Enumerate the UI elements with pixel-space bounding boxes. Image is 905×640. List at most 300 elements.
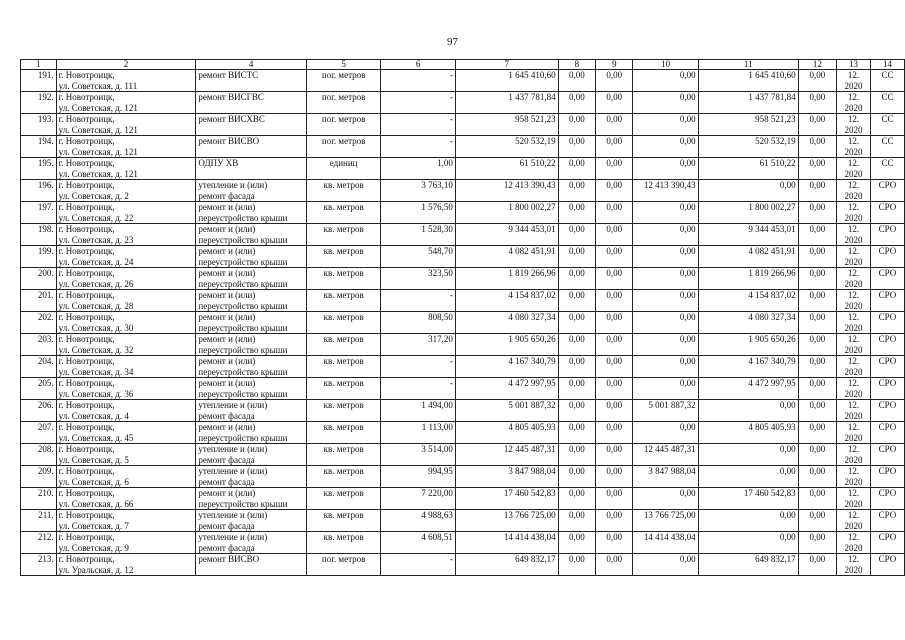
amount-cell-8: 0,00 xyxy=(558,158,595,180)
date-month: 12. xyxy=(847,202,860,212)
header-cell: 6 xyxy=(381,60,455,70)
address-line-2: ул. Советская, д. 28 xyxy=(58,300,134,311)
work-type-line-1: ремонт ВИСВО xyxy=(198,136,260,146)
row-number: 202. xyxy=(21,312,57,334)
date-month: 12. xyxy=(847,136,860,146)
amount-cell-10: 0,00 xyxy=(633,92,698,114)
work-type-line-1: утепление и (или) xyxy=(198,532,268,542)
address-line-1: г. Новотроицк, xyxy=(58,158,115,168)
address-line-1: г. Новотроицк, xyxy=(58,422,115,432)
address-line-2: ул. Советская, д. 121 xyxy=(58,124,138,135)
date-cell xyxy=(836,510,870,532)
work-type-line-1: ремонт ВИСТС xyxy=(198,70,259,80)
table-row xyxy=(21,532,905,554)
work-type-line-1: ремонт и (или) xyxy=(198,290,256,300)
table-row xyxy=(21,488,905,510)
source-cell: СРО xyxy=(870,444,904,466)
amount-cell-9: 0,00 xyxy=(596,444,633,466)
date-cell xyxy=(836,444,870,466)
date-cell xyxy=(836,532,870,554)
amount-cell-12: 0,00 xyxy=(798,334,836,356)
date-month: 12. xyxy=(847,312,860,322)
date-month: 12. xyxy=(847,334,860,344)
unit-cell: кв. метров xyxy=(306,422,381,444)
address-line-1: г. Новотроицк, xyxy=(58,444,115,454)
date-cell xyxy=(836,312,870,334)
source-cell: СС xyxy=(870,114,904,136)
amount-cell-8: 0,00 xyxy=(558,378,595,400)
date-month: 12. xyxy=(847,114,860,124)
amount-cell-8: 0,00 xyxy=(558,246,595,268)
work-type-cell xyxy=(196,180,306,202)
unit-cell: пог. метров xyxy=(306,92,381,114)
date-year: 2020 xyxy=(844,454,863,465)
amount-cell-10: 0,00 xyxy=(633,224,698,246)
amount-cell-9: 0,00 xyxy=(596,356,633,378)
amount-cell-11: 1 645 410,60 xyxy=(698,70,798,92)
source-cell: СРО xyxy=(870,268,904,290)
quantity-cell: 548,70 xyxy=(381,246,455,268)
work-type-line-1: ремонт и (или) xyxy=(198,202,256,212)
address-line-2: ул. Советская, д. 7 xyxy=(58,520,129,531)
work-type-cell xyxy=(196,532,306,554)
table-row xyxy=(21,114,905,136)
amount-cell-11: 9 344 453,01 xyxy=(698,224,798,246)
work-type-cell xyxy=(196,466,306,488)
work-type-cell xyxy=(196,400,306,422)
amount-cell-8: 0,00 xyxy=(558,422,595,444)
amount-cell-12: 0,00 xyxy=(798,268,836,290)
source-cell: СРО xyxy=(870,422,904,444)
address-line-2: ул. Советская, д. 4 xyxy=(58,410,129,421)
total-cost-cell: 958 521,23 xyxy=(455,114,558,136)
amount-cell-12: 0,00 xyxy=(798,356,836,378)
work-type-line-1: ремонт ВИСХВС xyxy=(198,114,265,124)
table-row xyxy=(21,224,905,246)
address-cell xyxy=(56,70,196,92)
date-month: 12. xyxy=(847,246,860,256)
amount-cell-9: 0,00 xyxy=(596,488,633,510)
source-cell: СРО xyxy=(870,180,904,202)
row-number: 193. xyxy=(21,114,57,136)
total-cost-cell: 13 766 725,00 xyxy=(455,510,558,532)
date-cell xyxy=(836,158,870,180)
amount-cell-12: 0,00 xyxy=(798,92,836,114)
date-year: 2020 xyxy=(844,102,863,113)
amount-cell-12: 0,00 xyxy=(798,378,836,400)
table-row xyxy=(21,268,905,290)
amount-cell-9: 0,00 xyxy=(596,400,633,422)
amount-cell-9: 0,00 xyxy=(596,224,633,246)
address-line-2: ул. Советская, д. 9 xyxy=(58,542,129,553)
table-row xyxy=(21,92,905,114)
amount-cell-9: 0,00 xyxy=(596,70,633,92)
address-cell xyxy=(56,488,196,510)
amount-cell-10: 0,00 xyxy=(633,334,698,356)
amount-cell-10: 0,00 xyxy=(633,114,698,136)
amount-cell-12: 0,00 xyxy=(798,510,836,532)
header-cell: 11 xyxy=(698,60,798,70)
amount-cell-10: 0,00 xyxy=(633,202,698,224)
work-type-line-1: ремонт и (или) xyxy=(198,312,256,322)
amount-cell-9: 0,00 xyxy=(596,466,633,488)
amount-cell-9: 0,00 xyxy=(596,312,633,334)
quantity-cell: 3 763,10 xyxy=(381,180,455,202)
amount-cell-9: 0,00 xyxy=(596,378,633,400)
date-year: 2020 xyxy=(844,256,863,267)
quantity-cell: - xyxy=(381,554,455,576)
address-line-2: ул. Советская, д. 24 xyxy=(58,256,134,267)
date-year: 2020 xyxy=(844,410,863,421)
date-year: 2020 xyxy=(844,146,863,157)
date-month: 12. xyxy=(847,554,860,564)
date-cell xyxy=(836,92,870,114)
quantity-cell: - xyxy=(381,356,455,378)
unit-cell: пог. метров xyxy=(306,136,381,158)
total-cost-cell: 5 001 887,32 xyxy=(455,400,558,422)
work-type-line-2: ремонт фасада xyxy=(198,542,255,553)
total-cost-cell: 12 413 390,43 xyxy=(455,180,558,202)
date-year: 2020 xyxy=(844,124,863,135)
amount-cell-8: 0,00 xyxy=(558,400,595,422)
date-year: 2020 xyxy=(844,278,863,289)
header-cell: 12 xyxy=(798,60,836,70)
source-cell: СРО xyxy=(870,356,904,378)
work-type-line-2: переустройство крыши xyxy=(198,432,288,443)
amount-cell-9: 0,00 xyxy=(596,422,633,444)
work-type-line-1: ремонт и (или) xyxy=(198,334,256,344)
amount-cell-10: 0,00 xyxy=(633,488,698,510)
work-type-line-2: переустройство крыши xyxy=(198,366,288,377)
date-cell xyxy=(836,466,870,488)
table-row xyxy=(21,510,905,532)
date-month: 12. xyxy=(847,70,860,80)
work-type-line-1: ремонт и (или) xyxy=(198,422,256,432)
source-cell: СРО xyxy=(870,246,904,268)
work-type-cell xyxy=(196,554,306,576)
quantity-cell: 1,00 xyxy=(381,158,455,180)
amount-cell-8: 0,00 xyxy=(558,312,595,334)
total-cost-cell: 4 472 997,95 xyxy=(455,378,558,400)
date-month: 12. xyxy=(847,158,860,168)
source-cell: СС xyxy=(870,158,904,180)
source-cell: СРО xyxy=(870,554,904,576)
amount-cell-8: 0,00 xyxy=(558,444,595,466)
amount-cell-8: 0,00 xyxy=(558,136,595,158)
source-cell: СРО xyxy=(870,532,904,554)
work-type-line-1: ремонт и (или) xyxy=(198,246,256,256)
total-cost-cell: 4 154 837,02 xyxy=(455,290,558,312)
date-cell xyxy=(836,268,870,290)
address-line-1: г. Новотроицк, xyxy=(58,268,115,278)
address-cell xyxy=(56,400,196,422)
address-line-1: г. Новотроицк, xyxy=(58,334,115,344)
amount-cell-8: 0,00 xyxy=(558,356,595,378)
amount-cell-10: 3 847 988,04 xyxy=(633,466,698,488)
work-type-line-1: ремонт и (или) xyxy=(198,356,256,366)
quantity-cell: - xyxy=(381,114,455,136)
source-cell: СС xyxy=(870,70,904,92)
unit-cell: кв. метров xyxy=(306,356,381,378)
header-row xyxy=(21,60,905,70)
row-number: 200. xyxy=(21,268,57,290)
amount-cell-11: 4 154 837,02 xyxy=(698,290,798,312)
work-type-line-2: переустройство крыши xyxy=(198,300,288,311)
quantity-cell: - xyxy=(381,92,455,114)
work-type-line-1: ремонт и (или) xyxy=(198,224,256,234)
address-line-2: ул. Советская, д. 32 xyxy=(58,344,134,355)
unit-cell: кв. метров xyxy=(306,180,381,202)
address-line-1: г. Новотроицк, xyxy=(58,246,115,256)
amount-cell-8: 0,00 xyxy=(558,290,595,312)
amount-cell-11: 0,00 xyxy=(698,444,798,466)
date-cell xyxy=(836,246,870,268)
amount-cell-11: 4 082 451,91 xyxy=(698,246,798,268)
date-month: 12. xyxy=(847,532,860,542)
date-cell xyxy=(836,488,870,510)
address-line-1: г. Новотроицк, xyxy=(58,466,115,476)
amount-cell-11: 4 472 997,95 xyxy=(698,378,798,400)
amount-cell-11: 61 510,22 xyxy=(698,158,798,180)
row-number: 196. xyxy=(21,180,57,202)
address-cell xyxy=(56,224,196,246)
row-number: 207. xyxy=(21,422,57,444)
row-number: 199. xyxy=(21,246,57,268)
table-row xyxy=(21,290,905,312)
work-type-cell xyxy=(196,510,306,532)
amount-cell-10: 12 413 390,43 xyxy=(633,180,698,202)
address-cell xyxy=(56,532,196,554)
total-cost-cell: 1 819 266,96 xyxy=(455,268,558,290)
address-line-2: ул. Советская, д. 34 xyxy=(58,366,134,377)
address-cell xyxy=(56,202,196,224)
address-line-1: г. Новотроицк, xyxy=(58,356,115,366)
quantity-cell: 808,50 xyxy=(381,312,455,334)
quantity-cell: 994,95 xyxy=(381,466,455,488)
date-month: 12. xyxy=(847,356,860,366)
amount-cell-9: 0,00 xyxy=(596,246,633,268)
address-line-1: г. Новотроицк, xyxy=(58,510,115,520)
amount-cell-8: 0,00 xyxy=(558,488,595,510)
work-type-line-1: утепление и (или) xyxy=(198,180,268,190)
amount-cell-12: 0,00 xyxy=(798,202,836,224)
date-cell xyxy=(836,70,870,92)
address-line-1: г. Новотроицк, xyxy=(58,92,115,102)
row-number: 194. xyxy=(21,136,57,158)
work-type-cell xyxy=(196,444,306,466)
total-cost-cell: 17 460 542,83 xyxy=(455,488,558,510)
amount-cell-11: 0,00 xyxy=(698,532,798,554)
amount-cell-11: 0,00 xyxy=(698,466,798,488)
work-type-cell xyxy=(196,246,306,268)
amount-cell-11: 0,00 xyxy=(698,510,798,532)
date-month: 12. xyxy=(847,400,860,410)
address-line-2: ул. Советская, д. 66 xyxy=(58,498,134,509)
unit-cell: кв. метров xyxy=(306,444,381,466)
quantity-cell: - xyxy=(381,70,455,92)
row-number: 205. xyxy=(21,378,57,400)
unit-cell: пог. метров xyxy=(306,70,381,92)
amount-cell-12: 0,00 xyxy=(798,114,836,136)
date-year: 2020 xyxy=(844,388,863,399)
header-cell: 8 xyxy=(558,60,595,70)
work-type-cell xyxy=(196,224,306,246)
work-type-line-1: ремонт ВИСВО xyxy=(198,554,260,564)
date-cell xyxy=(836,180,870,202)
amount-cell-12: 0,00 xyxy=(798,136,836,158)
header-cell: 4 xyxy=(196,60,306,70)
address-line-2: ул. Уральская, д. 12 xyxy=(58,564,134,575)
amount-cell-11: 1 437 781,84 xyxy=(698,92,798,114)
date-cell xyxy=(836,378,870,400)
amount-cell-10: 0,00 xyxy=(633,378,698,400)
date-year: 2020 xyxy=(844,564,863,575)
row-number: 209. xyxy=(21,466,57,488)
amount-cell-12: 0,00 xyxy=(798,488,836,510)
address-cell xyxy=(56,466,196,488)
date-month: 12. xyxy=(847,180,860,190)
quantity-cell: 7 220,00 xyxy=(381,488,455,510)
work-type-cell xyxy=(196,378,306,400)
date-year: 2020 xyxy=(844,542,863,553)
work-type-cell xyxy=(196,268,306,290)
amount-cell-8: 0,00 xyxy=(558,532,595,554)
date-year: 2020 xyxy=(844,80,863,91)
row-number: 198. xyxy=(21,224,57,246)
address-cell xyxy=(56,246,196,268)
quantity-cell: - xyxy=(381,290,455,312)
work-type-cell xyxy=(196,70,306,92)
amount-cell-9: 0,00 xyxy=(596,290,633,312)
register-table xyxy=(20,59,905,576)
row-number: 203. xyxy=(21,334,57,356)
address-cell xyxy=(56,444,196,466)
work-type-line-2: ремонт фасада xyxy=(198,520,255,531)
amount-cell-12: 0,00 xyxy=(798,290,836,312)
unit-cell: кв. метров xyxy=(306,334,381,356)
address-line-1: г. Новотроицк, xyxy=(58,554,115,564)
date-month: 12. xyxy=(847,268,860,278)
address-line-1: г. Новотроицк, xyxy=(58,312,115,322)
amount-cell-10: 0,00 xyxy=(633,356,698,378)
work-type-cell xyxy=(196,312,306,334)
address-line-1: г. Новотроицк, xyxy=(58,488,115,498)
amount-cell-8: 0,00 xyxy=(558,510,595,532)
amount-cell-8: 0,00 xyxy=(558,180,595,202)
date-year: 2020 xyxy=(844,498,863,509)
amount-cell-12: 0,00 xyxy=(798,466,836,488)
amount-cell-9: 0,00 xyxy=(596,334,633,356)
amount-cell-8: 0,00 xyxy=(558,334,595,356)
address-cell xyxy=(56,158,196,180)
header-cell: 14 xyxy=(870,60,904,70)
total-cost-cell: 4 805 405,93 xyxy=(455,422,558,444)
work-type-cell xyxy=(196,92,306,114)
date-year: 2020 xyxy=(844,234,863,245)
amount-cell-11: 1 905 650,26 xyxy=(698,334,798,356)
amount-cell-10: 0,00 xyxy=(633,422,698,444)
work-type-line-1: утепление и (или) xyxy=(198,400,268,410)
total-cost-cell: 1 437 781,84 xyxy=(455,92,558,114)
date-month: 12. xyxy=(847,378,860,388)
table-row xyxy=(21,180,905,202)
total-cost-cell: 9 344 453,01 xyxy=(455,224,558,246)
address-line-2: ул. Советская, д. 2 xyxy=(58,190,129,201)
amount-cell-9: 0,00 xyxy=(596,268,633,290)
date-cell xyxy=(836,554,870,576)
source-cell: СРО xyxy=(870,202,904,224)
work-type-line-1: ремонт и (или) xyxy=(198,378,256,388)
row-number: 195. xyxy=(21,158,57,180)
source-cell: СРО xyxy=(870,466,904,488)
address-cell xyxy=(56,378,196,400)
unit-cell: кв. метров xyxy=(306,312,381,334)
amount-cell-11: 4 080 327,34 xyxy=(698,312,798,334)
unit-cell: кв. метров xyxy=(306,510,381,532)
work-type-line-1: утепление и (или) xyxy=(198,444,268,454)
row-number: 201. xyxy=(21,290,57,312)
amount-cell-12: 0,00 xyxy=(798,444,836,466)
total-cost-cell: 4 080 327,34 xyxy=(455,312,558,334)
amount-cell-10: 0,00 xyxy=(633,70,698,92)
date-month: 12. xyxy=(847,466,860,476)
address-line-2: ул. Советская, д. 26 xyxy=(58,278,134,289)
address-line-1: г. Новотроицк, xyxy=(58,114,115,124)
row-number: 197. xyxy=(21,202,57,224)
total-cost-cell: 12 445 487,31 xyxy=(455,444,558,466)
unit-cell: единиц xyxy=(306,158,381,180)
unit-cell: кв. метров xyxy=(306,202,381,224)
amount-cell-9: 0,00 xyxy=(596,202,633,224)
amount-cell-10: 0,00 xyxy=(633,268,698,290)
date-month: 12. xyxy=(847,488,860,498)
table-row xyxy=(21,312,905,334)
work-type-cell xyxy=(196,114,306,136)
date-year: 2020 xyxy=(844,476,863,487)
address-line-1: г. Новотроицк, xyxy=(58,136,115,146)
address-line-1: г. Новотроицк, xyxy=(58,70,115,80)
total-cost-cell: 1 645 410,60 xyxy=(455,70,558,92)
amount-cell-12: 0,00 xyxy=(798,158,836,180)
date-year: 2020 xyxy=(844,300,863,311)
quantity-cell: - xyxy=(381,378,455,400)
date-month: 12. xyxy=(847,444,860,454)
row-number: 210. xyxy=(21,488,57,510)
amount-cell-8: 0,00 xyxy=(558,114,595,136)
date-cell xyxy=(836,202,870,224)
address-line-1: г. Новотроицк, xyxy=(58,400,115,410)
unit-cell: кв. метров xyxy=(306,466,381,488)
work-type-line-2: переустройство крыши xyxy=(198,256,288,267)
table-row xyxy=(21,158,905,180)
work-type-line-2: переустройство крыши xyxy=(198,344,288,355)
row-number: 208. xyxy=(21,444,57,466)
amount-cell-11: 520 532,19 xyxy=(698,136,798,158)
row-number: 211. xyxy=(21,510,57,532)
amount-cell-12: 0,00 xyxy=(798,224,836,246)
address-line-1: г. Новотроицк, xyxy=(58,290,115,300)
header-cell: 13 xyxy=(836,60,870,70)
work-type-line-1: ремонт и (или) xyxy=(198,488,256,498)
total-cost-cell: 1 800 002,27 xyxy=(455,202,558,224)
unit-cell: кв. метров xyxy=(306,488,381,510)
address-line-2: ул. Советская, д. 121 xyxy=(58,146,138,157)
amount-cell-9: 0,00 xyxy=(596,554,633,576)
amount-cell-12: 0,00 xyxy=(798,180,836,202)
unit-cell: кв. метров xyxy=(306,246,381,268)
address-cell xyxy=(56,312,196,334)
date-month: 12. xyxy=(847,92,860,102)
